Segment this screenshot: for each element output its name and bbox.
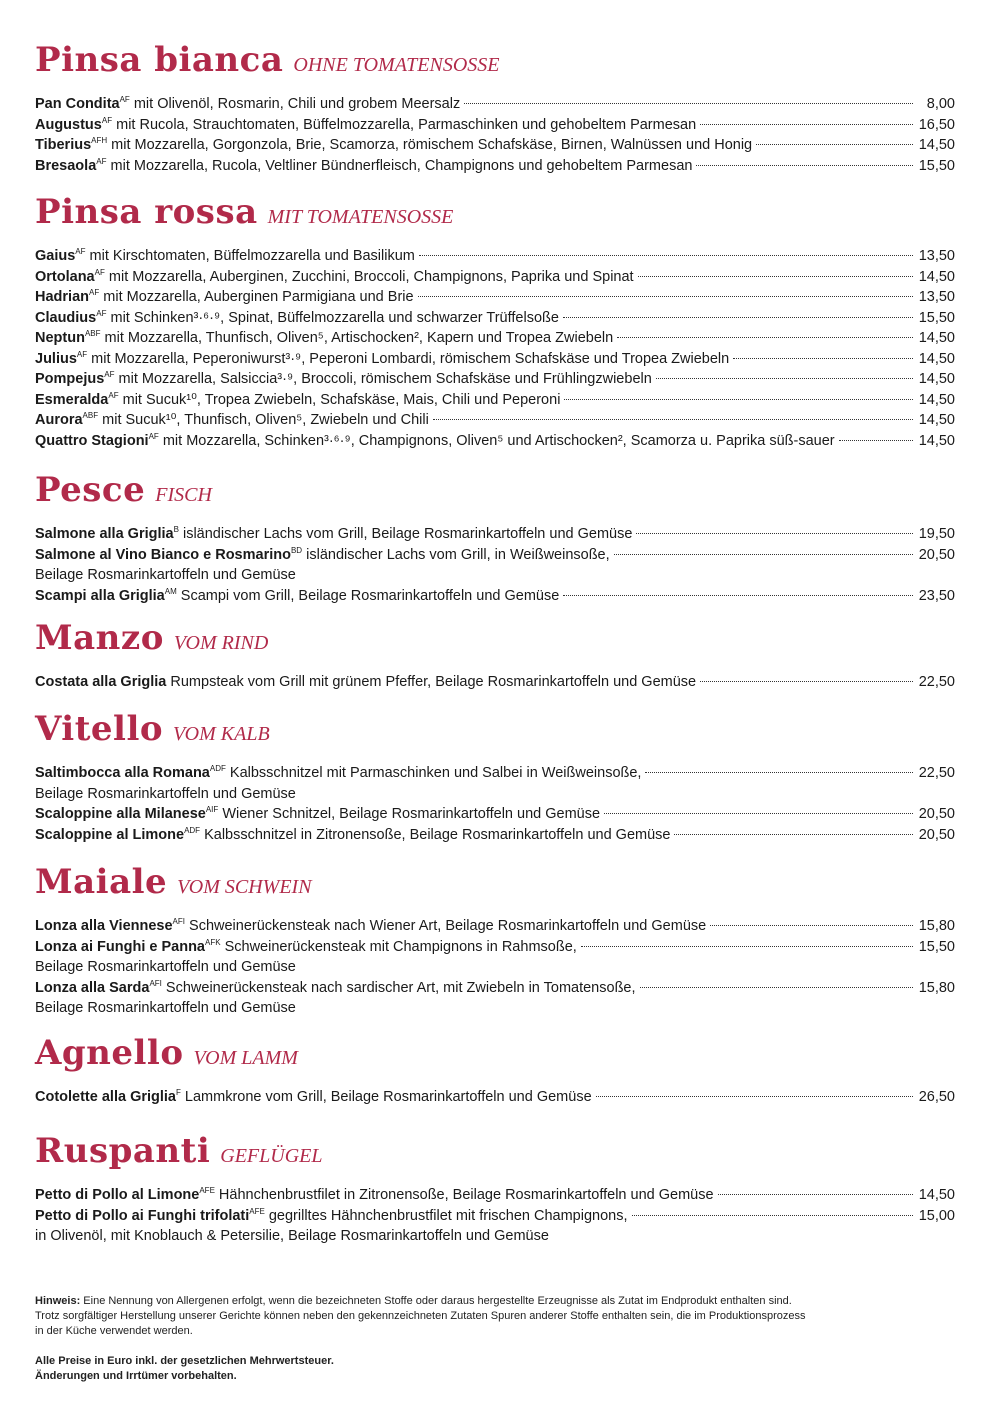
dish-description: Hähnchenbrustfilet in Zitronensoße, Beilage Rosmarinkartoffeln und Gemüse bbox=[214, 1187, 714, 1203]
dot-leader bbox=[700, 681, 913, 682]
footer-prices-note: Alle Preise in Euro inkl. der gesetzlichen Mehrwertsteuer. bbox=[35, 1355, 334, 1367]
dish-price: 14,50 bbox=[918, 268, 955, 285]
dish-description: Kalbsschnitzel in Zitronensoße, Beilage Rosmarinkartoffeln und Gemüse bbox=[200, 826, 671, 843]
dot-leader bbox=[563, 317, 913, 318]
dish-name: Claudius bbox=[35, 309, 97, 326]
dot-leader bbox=[700, 124, 913, 125]
dish-description: mit Sucuk¹⁰, Tropea Zwiebeln, Schafskäse, Mais, Chili und Peperoni bbox=[118, 391, 561, 408]
dish-price: 20,50 bbox=[918, 806, 955, 822]
dish-name: Salmone al Vino Bianco e Rosmarino bbox=[35, 546, 291, 563]
dish-description: Wiener Schnitzel, Beilage Rosmarinkartoffeln und Gemüse bbox=[218, 806, 601, 822]
menu-section bbox=[35, 1131, 955, 1247]
allergen-codes: AFI bbox=[172, 917, 185, 926]
menu-item bbox=[35, 763, 955, 804]
menu-item bbox=[35, 115, 955, 136]
dot-leader bbox=[645, 772, 913, 773]
section-header bbox=[35, 192, 955, 246]
dish-description: Scampi vom Grill, Beilage Rosmarinkartoffeln und Gemüse bbox=[176, 587, 560, 604]
menu-item bbox=[35, 1206, 955, 1247]
dish-price: 14,50 bbox=[918, 350, 955, 367]
dish-description: gegrilltes Hähnchenbrustfilet mit frischen Champignons, bbox=[264, 1207, 628, 1224]
menu-item bbox=[35, 308, 955, 329]
section-header bbox=[35, 862, 955, 916]
dish-description: mit Mozzarella, Thunfisch, Oliven⁵, Artischocken², Kapern und Tropea Zwiebeln bbox=[100, 330, 614, 346]
footer-hint: Hinweis: Eine Nennung von Allergenen erfolgt, wenn die bezeichneten Stoffe oder daraus hergestellte Erzeugnisse als Zutat im Endprodukt enthalten sind. bbox=[35, 1295, 792, 1307]
dish-name: Neptun bbox=[35, 330, 85, 346]
allergen-codes: AFE bbox=[249, 1206, 265, 1216]
dish-name: Quattro Stagioni bbox=[35, 432, 149, 449]
allergen-codes: AF bbox=[89, 288, 100, 297]
dish-description: Schweinerückensteak nach Wiener Art, Beilage Rosmarinkartoffeln und Gemüse bbox=[185, 918, 707, 934]
dish-description: mit Rucola, Strauchtomaten, Büffelmozzarella, Parmaschinken und gehobeltem Parmesan bbox=[112, 116, 697, 133]
dot-leader bbox=[718, 1194, 913, 1195]
footer-hint-line2: Trotz sorgfältiger Herstellung unserer Gerichte können neben den gekennzeichneten Zutaten Spuren anderer Stoffe enthalten sein, die im Produktionsprozess bbox=[35, 1310, 806, 1322]
allergen-codes: ADF bbox=[184, 825, 201, 835]
dish-description-continued: Beilage Rosmarinkartoffeln und Gemüse bbox=[35, 959, 296, 975]
menu-item bbox=[35, 135, 955, 156]
dish-price: 15,80 bbox=[918, 979, 955, 996]
dish-name: Saltimbocca alla Romana bbox=[35, 765, 210, 781]
dish-description: Rumpsteak vom Grill mit grünem Pfeffer, Beilage Rosmarinkartoffeln und Gemüse bbox=[166, 674, 697, 690]
section-header bbox=[35, 618, 955, 672]
menu-item bbox=[35, 390, 955, 411]
dot-leader bbox=[733, 358, 913, 359]
section-title: Vitello bbox=[35, 709, 164, 749]
dot-leader bbox=[581, 946, 913, 947]
menu-item bbox=[35, 916, 955, 937]
dot-leader bbox=[564, 399, 913, 400]
allergen-codes: AF bbox=[96, 308, 107, 318]
section-header bbox=[35, 1033, 955, 1087]
dish-name: Cotolette alla Griglia bbox=[35, 1089, 176, 1105]
dish-description: mit Mozzarella, Auberginen, Zucchini, Broccoli, Champignons, Paprika und Spinat bbox=[104, 268, 634, 285]
dish-name: Petto di Pollo al Limone bbox=[35, 1187, 200, 1203]
dish-name: Esmeralda bbox=[35, 391, 109, 408]
allergen-codes: ADF bbox=[209, 764, 226, 773]
section-title: Pinsa rossa bbox=[35, 192, 258, 232]
section-subtitle: VOM RIND bbox=[173, 632, 269, 654]
dish-name: Pan Condita bbox=[35, 96, 120, 112]
section-subtitle: GEFLÜGEL bbox=[220, 1145, 323, 1167]
dish-description: mit Mozzarella, Rucola, Veltliner Bündnerfleisch, Champignons und gehobeltem Parmesan bbox=[106, 157, 693, 174]
allergen-codes: AF bbox=[94, 267, 105, 277]
dish-description: Lammkrone vom Grill, Beilage Rosmarinkartoffeln und Gemüse bbox=[180, 1089, 592, 1105]
dish-name: Pompejus bbox=[35, 371, 105, 387]
dish-description: mit Sucuk¹⁰, Thunfisch, Oliven⁵, Zwiebeln und Chili bbox=[98, 412, 429, 428]
dish-description: Kalbsschnitzel mit Parmaschinken und Salbei in Weißweinsoße, bbox=[225, 765, 642, 781]
dot-leader bbox=[636, 533, 913, 534]
dish-description-continued: Beilage Rosmarinkartoffeln und Gemüse bbox=[35, 567, 296, 583]
dish-price: 20,50 bbox=[918, 546, 955, 563]
dot-leader bbox=[419, 255, 913, 256]
dish-name: Scaloppine al Limone bbox=[35, 826, 185, 843]
allergen-codes: ABF bbox=[84, 329, 101, 338]
allergen-codes: AF bbox=[119, 95, 130, 104]
dish-price: 15,50 bbox=[918, 309, 955, 326]
menu-item bbox=[35, 524, 955, 545]
dish-price: 16,50 bbox=[918, 116, 955, 133]
menu-item bbox=[35, 672, 955, 693]
dish-description: mit Mozzarella, Schinken³·⁶·⁹, Champignons, Oliven⁵ und Artischocken², Scamorza u. Paprika süß-sauer bbox=[158, 432, 835, 449]
section-subtitle: VOM KALB bbox=[173, 723, 270, 745]
dot-leader bbox=[632, 1215, 913, 1216]
dish-name: Julius bbox=[35, 350, 77, 367]
dish-price: 14,50 bbox=[918, 1187, 955, 1203]
dish-name: Scaloppine alla Milanese bbox=[35, 806, 206, 822]
menu-section bbox=[35, 40, 955, 176]
dish-description: mit Olivenöl, Rosmarin, Chili und grobem Meersalz bbox=[129, 96, 461, 112]
allergen-codes: BD bbox=[290, 545, 303, 555]
dot-leader bbox=[674, 834, 913, 835]
dish-description-continued: Beilage Rosmarinkartoffeln und Gemüse bbox=[35, 1000, 296, 1016]
allergen-codes: AFE bbox=[199, 1186, 215, 1195]
dish-price: 14,50 bbox=[918, 412, 955, 428]
dot-leader bbox=[464, 103, 913, 104]
dish-price: 15,00 bbox=[918, 1207, 955, 1224]
section-title: Maiale bbox=[35, 862, 168, 902]
allergen-codes: AF bbox=[148, 431, 159, 441]
section-title: Agnello bbox=[35, 1033, 184, 1073]
menu-item bbox=[35, 369, 955, 390]
allergen-codes: ABF bbox=[82, 411, 99, 420]
dish-price: 13,50 bbox=[918, 248, 955, 264]
menu-item bbox=[35, 287, 955, 308]
menu-section bbox=[35, 1033, 955, 1108]
allergen-codes: AM bbox=[164, 586, 177, 596]
dish-name: Lonza ai Funghi e Panna bbox=[35, 938, 205, 955]
dish-name: Hadrian bbox=[35, 289, 89, 305]
allergen-codes: AF bbox=[96, 156, 107, 166]
dot-leader bbox=[640, 987, 913, 988]
dish-description: mit Schinken³·⁶·⁹, Spinat, Büffelmozzarella und schwarzer Trüffelsoße bbox=[106, 309, 559, 326]
section-title: Pesce bbox=[35, 470, 146, 510]
dish-price: 26,50 bbox=[918, 1089, 955, 1105]
menu-section bbox=[35, 192, 955, 451]
menu-item bbox=[35, 937, 955, 978]
dot-leader bbox=[433, 419, 913, 420]
dish-price: 15,50 bbox=[918, 938, 955, 955]
section-header bbox=[35, 470, 955, 524]
dish-description: Schweinerückensteak nach sardischer Art, mit Zwiebeln in Tomatensoße, bbox=[161, 979, 636, 996]
dish-price: 14,50 bbox=[918, 137, 955, 153]
dish-name: Petto di Pollo ai Funghi trifolati bbox=[35, 1207, 250, 1224]
allergen-codes: AIF bbox=[205, 805, 219, 814]
dot-leader bbox=[604, 813, 913, 814]
dish-price: 14,50 bbox=[918, 330, 955, 346]
dish-name: Aurora bbox=[35, 412, 83, 428]
dish-name: Costata alla Griglia bbox=[35, 674, 167, 690]
dot-leader bbox=[710, 925, 913, 926]
allergen-codes: AF bbox=[104, 370, 115, 379]
dish-description: Schweinerückensteak mit Champignons in Rahmsoße, bbox=[220, 938, 577, 955]
dish-price: 20,50 bbox=[918, 826, 955, 843]
allergen-codes: AF bbox=[101, 115, 113, 125]
menu-item bbox=[35, 1185, 955, 1206]
menu-section bbox=[35, 470, 955, 606]
dot-leader bbox=[614, 554, 913, 555]
menu-item bbox=[35, 545, 955, 586]
section-title: Pinsa bianca bbox=[35, 40, 284, 80]
dish-price: 22,50 bbox=[918, 765, 955, 781]
dish-description-continued: in Olivenöl, mit Knoblauch & Petersilie, Beilage Rosmarinkartoffeln und Gemüse bbox=[35, 1228, 549, 1244]
allergen-codes: F bbox=[176, 1088, 181, 1097]
allergen-codes: AFK bbox=[205, 937, 221, 947]
dot-leader bbox=[839, 440, 913, 441]
dish-name: Lonza alla Viennese bbox=[35, 918, 173, 934]
menu-item bbox=[35, 825, 955, 846]
dish-name: Scampi alla Griglia bbox=[35, 587, 165, 604]
dish-price: 14,50 bbox=[918, 391, 955, 408]
dish-name: Augustus bbox=[35, 116, 102, 133]
dish-name: Bresaola bbox=[35, 157, 97, 174]
dish-price: 22,50 bbox=[918, 674, 955, 690]
allergen-codes: AF bbox=[108, 390, 119, 400]
footer-changes-note: Änderungen und Irrtümer vorbehalten. bbox=[35, 1370, 237, 1382]
dot-leader bbox=[756, 144, 913, 145]
menu-item bbox=[35, 1087, 955, 1108]
menu-section bbox=[35, 618, 955, 693]
dish-price: 13,50 bbox=[918, 289, 955, 305]
dish-description: mit Mozzarella, Peperoniwurst³·⁹, Peperoni Lombardi, römischem Schafskäse und Tropea Zwiebeln bbox=[87, 350, 730, 367]
menu-item bbox=[35, 978, 955, 1019]
menu-section bbox=[35, 709, 955, 845]
dish-name: Ortolana bbox=[35, 268, 95, 285]
allergen-codes: AFH bbox=[91, 136, 108, 145]
section-subtitle: OHNE TOMATENSOSSE bbox=[293, 54, 500, 76]
menu-footer bbox=[35, 1294, 935, 1384]
menu-item bbox=[35, 156, 955, 177]
menu-section bbox=[35, 862, 955, 1019]
menu-item bbox=[35, 431, 955, 452]
menu-item bbox=[35, 410, 955, 431]
dot-leader bbox=[418, 296, 913, 297]
section-title: Ruspanti bbox=[35, 1131, 211, 1171]
dot-leader bbox=[617, 337, 913, 338]
dot-leader bbox=[563, 595, 913, 596]
dish-price: 14,50 bbox=[918, 371, 955, 387]
menu-item bbox=[35, 349, 955, 370]
dot-leader bbox=[656, 378, 913, 379]
dish-description: mit Mozzarella, Gorgonzola, Brie, Scamorza, römischem Schafskäse, Birnen, Walnüssen und Honig bbox=[107, 137, 753, 153]
dish-description: mit Mozzarella, Salsiccia³·⁹, Broccoli, römischem Schafskäse und Frühlingzwiebeln bbox=[114, 371, 652, 387]
menu-item bbox=[35, 328, 955, 349]
dot-leader bbox=[638, 276, 913, 277]
dish-name: Tiberius bbox=[35, 137, 92, 153]
dish-description-continued: Beilage Rosmarinkartoffeln und Gemüse bbox=[35, 785, 296, 802]
dish-name: Gaius bbox=[35, 248, 76, 264]
footer-hint-line3: in der Küche verwendet werden. bbox=[35, 1325, 193, 1337]
dish-price: 8,00 bbox=[926, 96, 955, 112]
section-header bbox=[35, 709, 955, 763]
allergen-codes: AF bbox=[75, 247, 86, 256]
allergen-codes: AF bbox=[76, 349, 88, 359]
section-title: Manzo bbox=[35, 618, 164, 658]
dish-description: mit Kirschtomaten, Büffelmozzarella und Basilikum bbox=[85, 248, 415, 264]
dot-leader bbox=[596, 1096, 913, 1097]
menu-item bbox=[35, 267, 955, 288]
allergen-codes: AFI bbox=[149, 978, 162, 988]
section-subtitle: MIT TOMATENSOSSE bbox=[267, 206, 454, 228]
section-header bbox=[35, 1131, 955, 1185]
dot-leader bbox=[696, 165, 913, 166]
dish-name: Salmone alla Griglia bbox=[35, 526, 174, 542]
section-header bbox=[35, 40, 955, 94]
dish-description: mit Mozzarella, Auberginen Parmigiana und Brie bbox=[99, 289, 414, 305]
dish-name: Lonza alla Sarda bbox=[35, 979, 150, 996]
menu-item bbox=[35, 804, 955, 825]
menu-item bbox=[35, 94, 955, 115]
allergen-codes: B bbox=[173, 525, 179, 534]
section-subtitle: VOM SCHWEIN bbox=[177, 876, 312, 898]
section-subtitle: VOM LAMM bbox=[193, 1047, 298, 1069]
dish-price: 15,80 bbox=[918, 918, 955, 934]
dish-price: 23,50 bbox=[918, 587, 955, 604]
dish-price: 19,50 bbox=[918, 526, 955, 542]
dish-price: 15,50 bbox=[918, 157, 955, 174]
dish-price: 14,50 bbox=[918, 432, 955, 449]
dish-description: isländischer Lachs vom Grill, Beilage Rosmarinkartoffeln und Gemüse bbox=[178, 526, 633, 542]
section-subtitle: FISCH bbox=[155, 484, 212, 506]
menu-item bbox=[35, 246, 955, 267]
menu-item bbox=[35, 586, 955, 607]
dish-description: isländischer Lachs vom Grill, in Weißweinsoße, bbox=[302, 546, 610, 563]
